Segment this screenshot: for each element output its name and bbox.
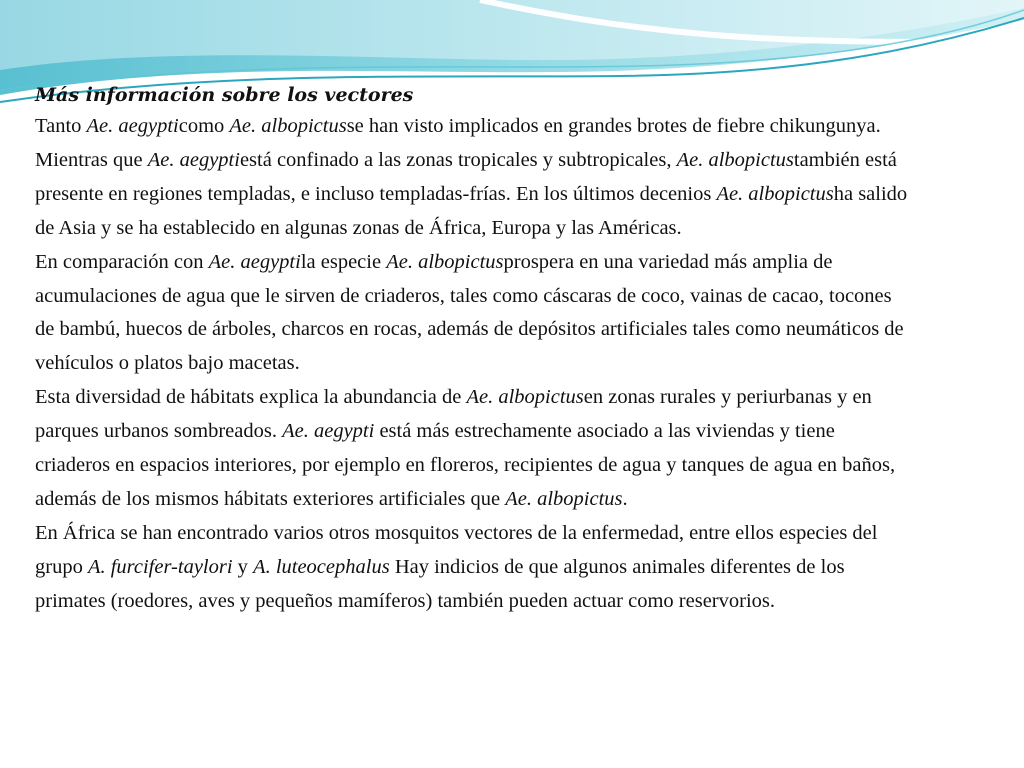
text-run: Hay indicios de que algunos animales diferentes de los primates (roedores, aves y pequeños mamíferos) también pueden actuar como reservorios.: [35, 555, 845, 612]
paragraph-1: [35, 110, 915, 246]
species-name: Ae. albopictus: [229, 115, 347, 137]
text-run: En África se han encontrado varios otros mosquitos vectores de la enfermedad, entre ellos especies del grupo: [35, 521, 878, 578]
text-run: la especie: [300, 250, 387, 273]
species-name: Ae. albopictus: [466, 386, 584, 409]
text-run: se han visto implicados en grandes brotes de fiebre chikungunya. Mientras que: [35, 115, 881, 171]
text-run: en zonas rurales y periurbanas y en parques urbanos sombreados.: [35, 386, 872, 443]
text-run: también está presente en regiones templadas, e incluso templadas-frías. En los últimos decenios: [35, 148, 897, 205]
species-name: Ae. albopictus: [676, 148, 794, 171]
text-run: y: [232, 555, 254, 578]
text-run: está más estrechamente asociado a las viviendas y tiene criaderos en espacios interiores, por ejemplo en floreros, recipientes de agua y tanques de agua en baños, además de los mismos hábitats exteriores artificiales que: [35, 420, 896, 510]
text-run: está confinado a las zonas tropicales y subtropicales,: [239, 148, 677, 171]
slide-content: [35, 80, 915, 619]
text-run: .: [622, 487, 628, 510]
paragraph-3: [35, 381, 915, 517]
species-name: Ae. aegypti: [208, 250, 301, 273]
species-name: Ae. albopictus: [716, 182, 834, 205]
species-name: A. furcifer-taylori: [87, 555, 233, 578]
species-name: Ae. aegypti: [147, 148, 240, 171]
species-name: Ae. albopictus: [505, 487, 623, 510]
text-run: ha salido de Asia y se ha establecido en algunas zonas de África, Europa y las Américas.: [35, 182, 908, 239]
species-name: Ae. aegypti: [282, 420, 375, 443]
text-run: Tanto: [35, 115, 87, 137]
text-run: Esta diversidad de hábitats explica la abundancia de: [35, 386, 467, 409]
body-text: [35, 110, 915, 619]
slide-title: Más información sobre los vectores: [35, 84, 414, 106]
text-run: En comparación con: [35, 250, 209, 273]
paragraph-2: [35, 246, 915, 382]
species-name: Ae. albopictus: [386, 250, 504, 273]
text-run: como: [178, 115, 230, 137]
species-name: Ae. aegypti: [86, 115, 179, 137]
paragraph-4: [35, 517, 915, 619]
species-name: A. luteocephalus: [253, 555, 390, 578]
text-run: prospera en una variedad más amplia de acumulaciones de agua que le sirven de criaderos, tales como cáscaras de coco, vainas de cacao, tocones de bambú, huecos de árboles, charcos en rocas, además de depósitos artificiales tales como neumáticos de vehículos o platos bajo macetas.: [35, 250, 904, 375]
